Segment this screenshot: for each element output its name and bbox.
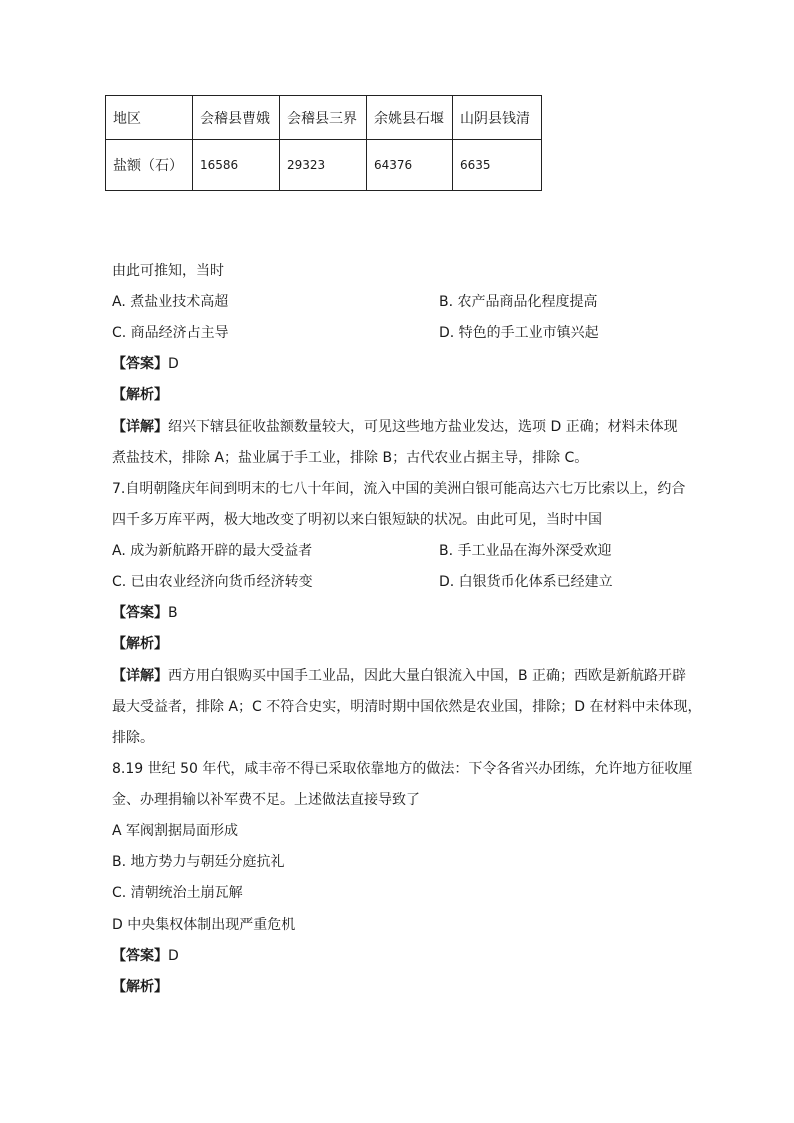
q7-stem-line-1: 7.自明朝隆庆年间到明末的七八十年间，流入中国的美洲白银可能高达六七万比索以上，约合 xyxy=(112,481,686,497)
table-cell: 地区 xyxy=(106,96,193,140)
q6-stem: 由此可推知，当时 xyxy=(112,263,224,279)
table-cell: 64376 xyxy=(367,140,453,191)
q7-option-a: A. 成为新航路开辟的最大受益者 xyxy=(112,543,313,559)
table-cell: 山阴县钱清 xyxy=(453,96,542,140)
q8-stem-line-2: 金、办理捐输以补军费不足。上述做法直接导致了 xyxy=(112,792,420,808)
answer-tag: 【答案】 xyxy=(112,948,168,964)
q8-option-a: A 军阀割据局面形成 xyxy=(112,823,239,839)
q6-answer xyxy=(112,354,179,374)
table-cell: 余姚县石堰 xyxy=(367,96,453,140)
table-cell: 会稽县三界 xyxy=(280,96,367,140)
table-row xyxy=(106,140,542,191)
table-cell: 盐额（石） xyxy=(106,140,193,191)
table-cell: 6635 xyxy=(453,140,542,191)
q7-detail-line-1 xyxy=(112,666,686,686)
q6-detail-line-2: 煮盐技术，排除 A；盐业属于手工业，排除 B；古代农业占据主导，排除 C。 xyxy=(112,450,589,466)
q8-option-d: D 中央集权体制出现严重危机 xyxy=(112,917,296,933)
q6-option-c: C. 商品经济占主导 xyxy=(112,325,229,341)
q8-option-c: C. 清朝统治土崩瓦解 xyxy=(112,885,243,901)
q7-analysis-heading xyxy=(112,634,168,654)
answer-value: D xyxy=(168,948,179,964)
q6-option-b: B. 农产品商品化程度提高 xyxy=(439,294,598,310)
q7-option-b: B. 手工业品在海外深受欢迎 xyxy=(439,543,612,559)
q6-option-a: A. 煮盐业技术高超 xyxy=(112,294,229,310)
q7-answer xyxy=(112,603,178,623)
answer-value: B xyxy=(168,605,178,621)
table-header-row xyxy=(106,96,542,140)
answer-tag: 【答案】 xyxy=(112,356,168,372)
q6-analysis-heading xyxy=(112,385,168,405)
q8-answer xyxy=(112,946,179,966)
q7-stem-line-2: 四千多万库平两，极大地改变了明初以来白银短缺的状况。由此可见，当时中国 xyxy=(112,512,602,528)
analysis-tag: 【解析】 xyxy=(112,979,168,995)
q6-option-d: D. 特色的手工业市镇兴起 xyxy=(439,325,599,341)
q8-analysis-heading xyxy=(112,977,168,997)
q8-option-b: B. 地方势力与朝廷分庭抗礼 xyxy=(112,854,285,870)
analysis-tag: 【解析】 xyxy=(112,636,168,652)
detail-text: 西方用白银购买中国手工业品，因此大量白银流入中国，B 正确；西欧是新航路开辟 xyxy=(168,668,687,684)
salt-quota-table xyxy=(105,95,542,191)
q7-option-c: C. 已由农业经济向货币经济转变 xyxy=(112,574,313,590)
answer-tag: 【答案】 xyxy=(112,605,168,621)
q7-detail-line-3: 排除。 xyxy=(112,730,154,746)
detail-tag: 【详解】 xyxy=(112,419,168,435)
analysis-tag: 【解析】 xyxy=(112,387,168,403)
detail-text: 绍兴下辖县征收盐额数量较大，可见这些地方盐业发达，选项 D 正确；材料未体现 xyxy=(168,419,678,435)
q8-stem-line-1: 8.19 世纪 50 年代，咸丰帝不得已采取依靠地方的做法：下令各省兴办团练，允许地方征收厘 xyxy=(112,761,693,777)
table-cell: 会稽县曹娥 xyxy=(193,96,280,140)
q6-detail-line-1 xyxy=(112,417,678,437)
q7-detail-line-2: 最大受益者，排除 A；C 不符合史实，明清时期中国依然是农业国，排除；D 在材料中未体现， xyxy=(112,699,702,715)
table-cell: 16586 xyxy=(193,140,280,191)
detail-tag: 【详解】 xyxy=(112,668,168,684)
answer-value: D xyxy=(168,356,179,372)
table-cell: 29323 xyxy=(280,140,367,191)
q7-option-d: D. 白银货币化体系已经建立 xyxy=(439,574,613,590)
